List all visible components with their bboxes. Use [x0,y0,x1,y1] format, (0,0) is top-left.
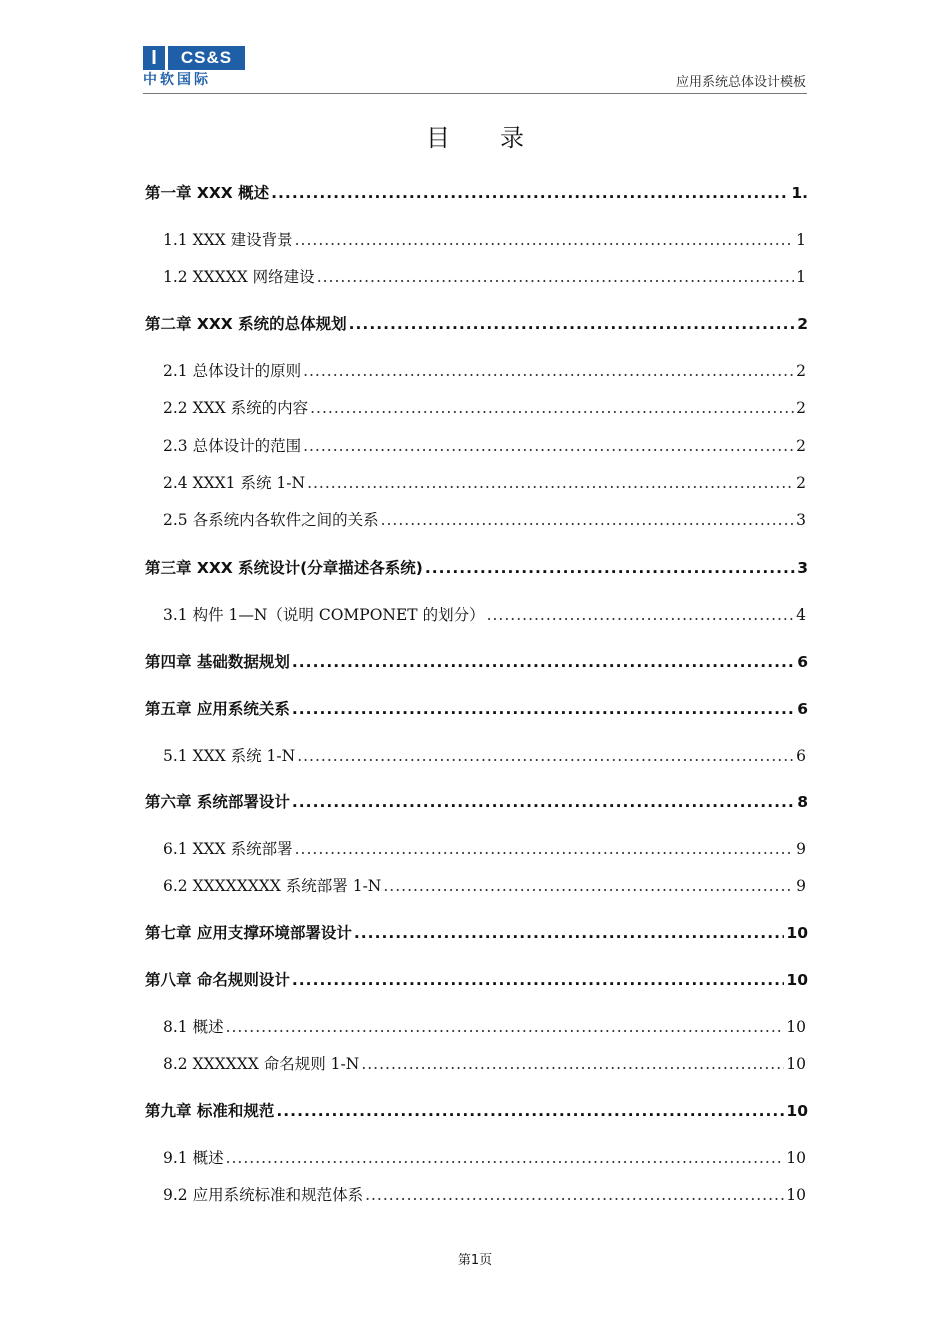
document-header-title: 应用系统总体设计模板 [675,75,806,90]
toc-entry-page-number: 2 [796,437,806,455]
toc-entry-page-number: 10 [786,924,808,942]
toc-entry-label: 第八章 命名规则设计 [145,971,290,989]
toc-dot-leader [349,315,796,333]
toc-entry-label: 第七章 应用支撑环境部署设计 [145,924,352,942]
toc-entry-label: 2.5 各系统内各软件之间的关系 [163,511,379,529]
toc-dot-leader [271,184,789,202]
toc-section-entry[interactable] [163,471,806,493]
company-logo [143,46,245,90]
toc-entry-page-number: 9 [796,877,806,895]
toc-entry-label: 第五章 应用系统关系 [145,700,290,718]
toc-dot-leader [365,1186,784,1204]
toc-entry-label: 第九章 标准和规范 [145,1102,275,1120]
toc-dot-leader [307,474,794,492]
toc-dot-leader [276,1102,784,1120]
toc-dot-leader [354,924,785,942]
toc-entry-page-number: 10 [786,1102,808,1120]
toc-entry-page-number: 10 [786,1055,806,1073]
toc-heading: 目录 [426,124,574,152]
logo-brand: CS&S [168,46,245,70]
page-number-footer: 第1页 [457,1253,493,1268]
toc-entry-label: 第四章 基础数据规划 [145,653,290,671]
toc-entry-page-number: 10 [786,971,808,989]
toc-entry-page-number: 3 [796,511,806,529]
toc-entry-label: 3.1 构件 1—N（说明 COMPONET 的划分） [163,606,485,624]
logo-chinese-name: 中软国际 [143,72,211,88]
toc-chapter-entry[interactable] [145,790,808,812]
toc-dot-leader [292,653,795,671]
toc-section-entry[interactable] [163,508,806,530]
toc-dot-leader [381,511,795,529]
toc-chapter-entry[interactable] [145,921,808,943]
toc-entry-label: 第一章 XXX 概述 [145,184,270,202]
toc-section-entry[interactable] [163,744,806,766]
toc-entry-page-number: 10 [786,1186,806,1204]
toc-entry-label: 第二章 XXX 系统的总体规划 [145,315,347,333]
toc-chapter-entry[interactable] [145,1099,808,1121]
toc-entry-page-number: 8 [797,793,808,811]
toc-entry-label: 2.2 XXX 系统的内容 [163,399,309,417]
toc-dot-leader [292,971,785,989]
toc-section-entry[interactable] [163,837,806,859]
toc-section-entry[interactable] [163,603,806,625]
toc-dot-leader [295,840,795,858]
toc-chapter-entry[interactable] [145,312,808,334]
toc-dot-leader [226,1149,785,1167]
toc-entry-label: 8.2 XXXXXX 命名规则 1-N [163,1055,360,1073]
toc-entry-label: 6.1 XXX 系统部署 [163,840,293,858]
toc-entry-page-number: 1 [796,231,806,249]
toc-entry-label: 1.2 XXXXX 网络建设 [163,268,315,286]
toc-entry-label: 第三章 XXX 系统设计(分章描述各系统) [145,559,423,577]
toc-entry-page-number: 6 [797,700,808,718]
toc-entry-label: 9.2 应用系统标准和规范体系 [163,1186,364,1204]
toc-entry-page-number: 10 [786,1149,806,1167]
toc-dot-leader [383,877,794,895]
toc-dot-leader [310,399,794,417]
toc-entry-label: 1.1 XXX 建设背景 [163,231,293,249]
toc-dot-leader [303,437,794,455]
toc-dot-leader [295,231,795,249]
toc-entry-label: 第六章 系统部署设计 [145,793,290,811]
toc-section-entry[interactable] [163,359,806,381]
toc-entry-label: 5.1 XXX 系统 1-N [163,747,296,765]
toc-dot-leader [226,1018,785,1036]
toc-section-entry[interactable] [163,434,806,456]
toc-section-entry[interactable] [163,1052,806,1074]
toc-dot-leader [425,559,795,577]
toc-chapter-entry[interactable] [145,556,808,578]
toc-entry-page-number: 2 [796,399,806,417]
toc-entry-label: 8.1 概述 [163,1018,224,1036]
header-divider [143,93,807,94]
toc-entry-label: 2.4 XXX1 系统 1-N [163,474,306,492]
toc-dot-leader [297,747,794,765]
toc-section-entry[interactable] [163,228,806,250]
toc-dot-leader [292,793,795,811]
toc-dot-leader [303,362,794,380]
toc-chapter-entry[interactable] [145,697,808,719]
toc-section-entry[interactable] [163,396,806,418]
toc-entry-label: 6.2 XXXXXXXX 系统部署 1-N [163,877,382,895]
toc-section-entry[interactable] [163,1183,806,1205]
toc-section-entry[interactable] [163,265,806,287]
toc-entry-page-number: 4 [796,606,806,624]
toc-entry-page-number: 1. [791,184,808,202]
toc-dot-leader [292,700,795,718]
toc-dot-leader [361,1055,784,1073]
toc-entry-page-number: 6 [797,653,808,671]
toc-section-entry[interactable] [163,1015,806,1037]
toc-entry-page-number: 1 [796,268,806,286]
toc-section-entry[interactable] [163,1146,806,1168]
toc-entry-page-number: 2 [796,474,806,492]
toc-section-entry[interactable] [163,874,806,896]
toc-chapter-entry[interactable] [145,650,808,672]
toc-dot-leader [487,606,795,624]
toc-entry-page-number: 2 [797,315,808,333]
toc-entry-label: 2.3 总体设计的范围 [163,437,302,455]
toc-dot-leader [317,268,794,286]
toc-entry-page-number: 6 [796,747,806,765]
toc-entry-label: 2.1 总体设计的原则 [163,362,302,380]
toc-entry-page-number: 2 [796,362,806,380]
toc-chapter-entry[interactable] [145,181,808,203]
toc-entry-page-number: 10 [786,1018,806,1036]
toc-entry-label: 9.1 概述 [163,1149,224,1167]
toc-chapter-entry[interactable] [145,968,808,990]
toc-entry-page-number: 9 [796,840,806,858]
toc-entry-page-number: 3 [797,559,808,577]
logo-mark: I [143,46,165,70]
